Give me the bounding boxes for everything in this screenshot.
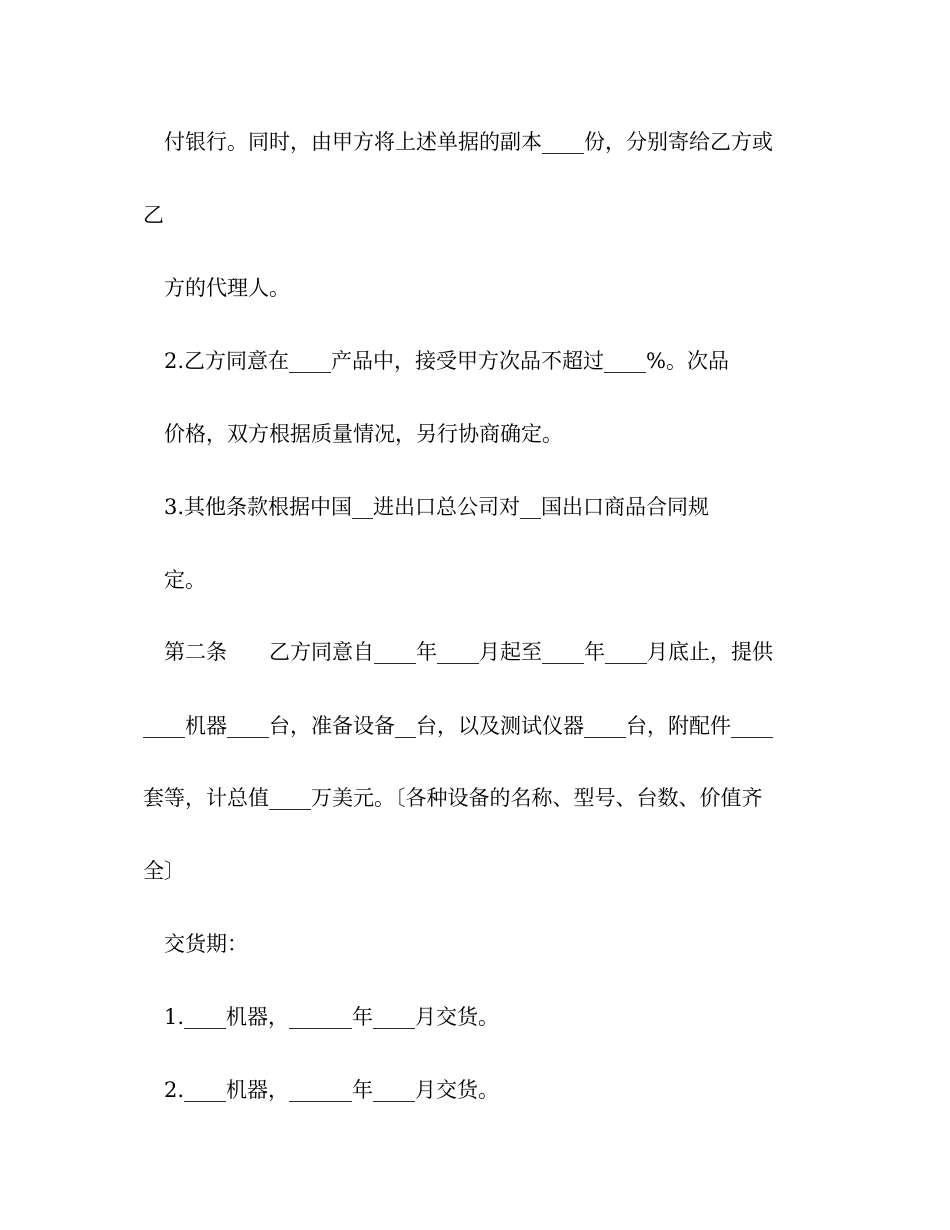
paragraph-line: 2.乙方同意在____产品中，接受甲方次品不超过____%。次品 (164, 349, 729, 373)
paragraph-line: 乙 (143, 203, 164, 227)
delivery-heading: 交货期： (164, 932, 248, 956)
paragraph-line: 定。 (164, 568, 206, 592)
paragraph-line: 套等，计总值____万美元。〔各种设备的名称、型号、台数、价值齐 (143, 786, 763, 810)
paragraph-line: 价格，双方根据质量情况，另行协商确定。 (164, 422, 563, 446)
paragraph-line: ____机器____台，准备设备__台，以及测试仪器____台，附配件____ (143, 714, 773, 738)
delivery-item: 2.____机器，______年____月交货。 (164, 1078, 500, 1102)
section-heading-line: 第二条 乙方同意自____年____月起至____年____月底止，提供 (164, 640, 773, 664)
paragraph-line: 方的代理人。 (164, 276, 290, 300)
paragraph-line: 付银行。同时，由甲方将上述单据的副本____份，分别寄给乙方或 (164, 130, 773, 154)
delivery-item: 1.____机器，______年____月交货。 (164, 1005, 500, 1029)
paragraph-line: 全〕 (143, 859, 185, 883)
paragraph-line: 3.其他条款根据中国__进出口总公司对__国出口商品合同规 (164, 495, 710, 519)
